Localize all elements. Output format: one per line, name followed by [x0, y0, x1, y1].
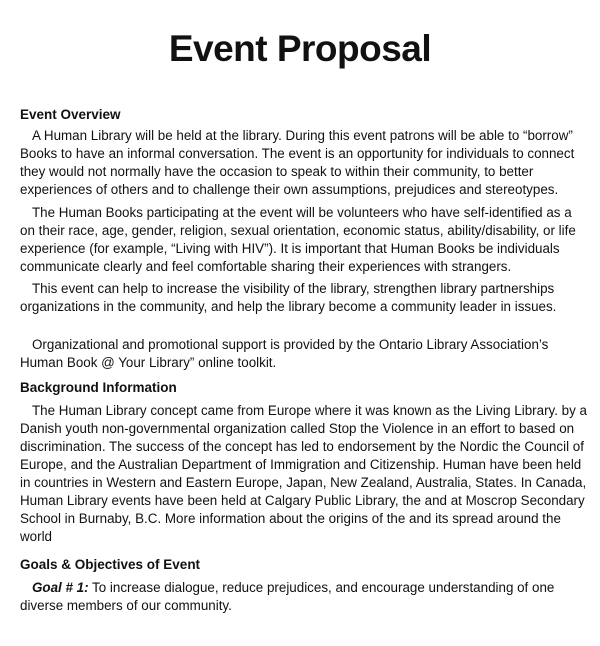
overview-paragraph-1: A Human Library will be held at the library. During this event patrons will be able to “borrow” Books to have an informal conversation. The event is an opportunity for individuals to connect they would not normally have the occasion to speak to within their community, to better experiences of others and to challenge their own assumptions, prejudices and stereotypes. [20, 128, 575, 197]
goal-label: Goal # 1: [32, 580, 89, 595]
section-heading-event-overview: Event Overview [20, 107, 121, 122]
overview-paragraph-3: This event can help to increase the visibility of the library, strengthen library partnerships organizations in the community, and help the library become a community leader in issues. [20, 281, 557, 314]
overview-paragraph-2: The Human Books participating at the event will be volunteers who have self-identified as a on their race, age, gender, religion, sexual orientation, economic status, ability/disability, or life experience (for example, “Living with HIV”). It is important that Human Books be individuals communicate clearly and feel comfortable sharing their experiences with strangers. [20, 205, 576, 274]
section-heading-background-information: Background Information [20, 380, 177, 395]
section-heading-goals-objectives: Goals & Objectives of Event [20, 557, 201, 572]
goal-text: To increase dialogue, reduce prejudices, and encourage understanding of one diverse members of our community. [20, 580, 555, 613]
goal-item [20, 579, 588, 615]
background-paragraph-1: The Human Library concept came from Europe where it was known as the Living Library. by a Danish youth non-governmental organization called Stop the Violence in an effort to based on discrimination. The success of the concept has led to endorsement by the Nordic the Council of Europe, and the Australian Department of Immigration and Citizenship. Human have been held in countries in Western and Eastern Europe, Japan, New Zealand, Australia, States. In Canada, Human Library events have been held at Calgary Public Library, the and at Moscrop Secondary School in Burnaby, B.C. More information about the origins of the and its spread around the world [20, 403, 587, 544]
overview-paragraph-4: Organizational and promotional support is provided by the Ontario Library Association’s Human Book @ Your Library” online toolkit. [20, 337, 549, 370]
page-title: Event Proposal [168, 28, 432, 69]
